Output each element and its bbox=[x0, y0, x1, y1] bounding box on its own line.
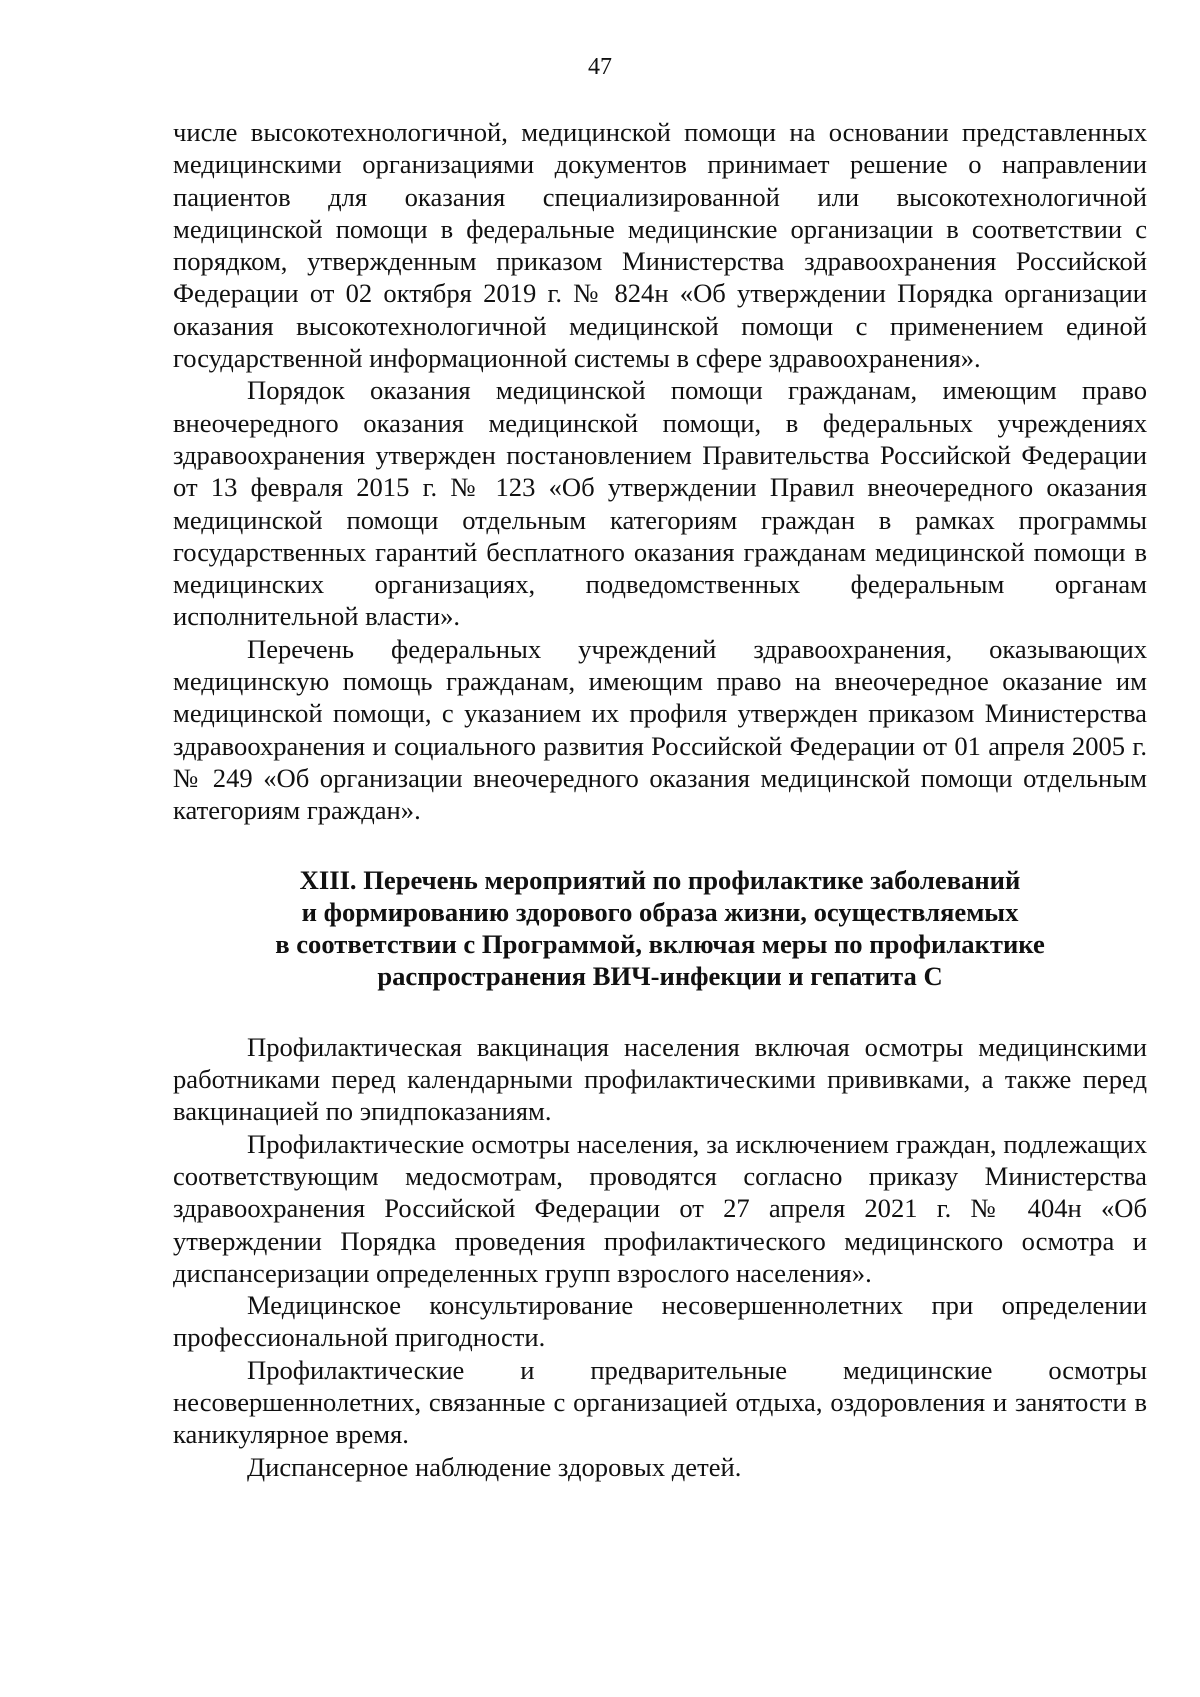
section-heading bbox=[173, 864, 1147, 993]
document-body bbox=[173, 116, 1147, 1483]
section-heading-line: и формированию здорового образа жизни, осуществляемых bbox=[301, 896, 1019, 927]
paragraph: Порядок оказания медицинской помощи гражданам, имеющим право внеочередного оказания медицинской помощи, в федеральных учреждениях здравоохранения утвержден постановлением Правительства Российской Федерации от 13 февраля 2015 г. № 123 «Об утверждении Правил внеочередного оказания медицинской помощи отдельным категориям граждан в рамках программы государственных гарантий бесплатного оказания гражданам медицинской помощи в медицинских организациях, подведомственных федеральным органам исполнительной власти». bbox=[173, 375, 1147, 632]
paragraph: Перечень федеральных учреждений здравоохранения, оказывающих медицинскую помощь гражданам, имеющим право на внеочередное оказание им медицинской помощи, с указанием их профиля утвержден приказом Министерства здравоохранения и социального развития Российской Федерации от 01 апреля 2005 г. № 249 «Об организации внеочередного оказания медицинской помощи отдельным категориям граждан». bbox=[173, 633, 1147, 826]
paragraph: Диспансерное наблюдение здоровых детей. bbox=[247, 1451, 742, 1482]
paragraph: Профилактические и предварительные медицинские осмотры несовершеннолетних, связанные с организацией отдыха, оздоровления и занятости в каникулярное время. bbox=[173, 1354, 1147, 1450]
paragraph: Медицинское консультирование несовершеннолетних при определении профессиональной пригодности. bbox=[173, 1290, 1147, 1353]
paragraph: Профилактические осмотры населения, за исключением граждан, подлежащих соответствующим медосмотрам, проводятся согласно приказу Министерства здравоохранения Российской Федерации от 27 апреля 2021 г. № 404н «Об утверждении Порядка проведения профилактического медицинского осмотра и диспансеризации определенных групп взрослого населения». bbox=[173, 1128, 1147, 1288]
paragraph: Профилактическая вакцинация населения включая осмотры медицинскими работниками перед календарными профилактическими прививками, а также перед вакцинацией по эпидпоказаниям. bbox=[173, 1031, 1147, 1127]
section-heading-line: распространения ВИЧ-инфекции и гепатита С bbox=[377, 961, 943, 992]
section-heading-line: XIII. Перечень мероприятий по профилактике заболеваний bbox=[299, 864, 1021, 895]
page-number: 47 bbox=[588, 54, 612, 80]
section-heading-line: в соответствии с Программой, включая меры по профилактике bbox=[275, 929, 1045, 960]
paragraph: числе высокотехнологичной, медицинской помощи на основании представленных медицинскими организациями документов принимает решение о направлении пациентов для оказания специализированной или высокотехнологичной медицинской помощи в федеральные медицинские организации в соответствии с порядком, утвержденным приказом Министерства здравоохранения Российской Федерации от 02 октября 2019 г. № 824н «Об утверждении Порядка организации оказания высокотехнологичной медицинской помощи с применением единой государственной информационной системы в сфере здравоохранения». bbox=[173, 117, 1147, 374]
